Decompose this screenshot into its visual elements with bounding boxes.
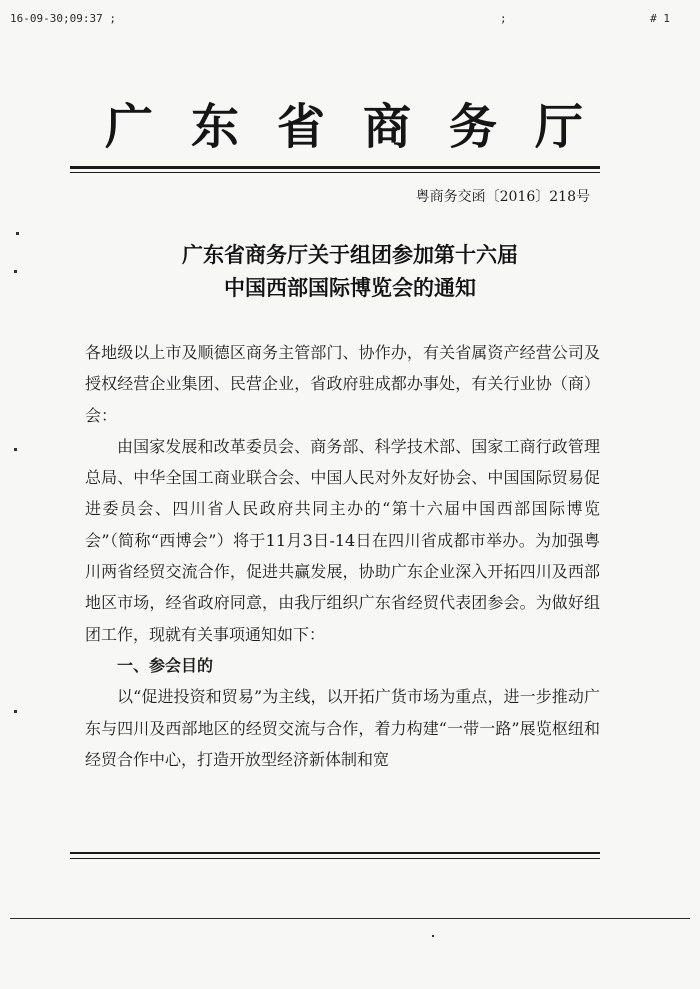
paragraph-2: 以“促进投资和贸易”为主线，以开拓广货市场为重点，进一步推动广东与四川及西部地区的经贸交流与合作，着力构建“一带一路”展览枢纽和经贸合作中心，打造开放型经济新体制和宽 (85, 687, 600, 769)
fax-mark: ; (500, 12, 507, 25)
addressee: 各地级以上市及顺德区商务主管部门、协作办，有关省属资产经营公司及授权经营企业集团、民营企业，省政府驻成都办事处，有关行业协（商）会： (85, 343, 600, 425)
fax-timestamp: 16-09-30;09:37 ; (10, 12, 116, 25)
letterhead-rule-thin (70, 172, 600, 173)
letterhead: 广东省商务厅 (105, 99, 622, 155)
fax-page-number: # 1 (650, 12, 670, 25)
scan-speck (16, 232, 19, 235)
title-line-2: 中国西部国际博览会的通知 (224, 275, 476, 300)
footer-rule-thick (70, 852, 600, 854)
document-number: 粤商务交函〔2016〕218号 (415, 189, 590, 205)
footer-rule-thin (70, 858, 600, 859)
title-line-1: 广东省商务厅关于组团参加第十六届 (182, 242, 518, 267)
fax-header (10, 12, 670, 26)
letterhead-rule-thick (70, 166, 600, 169)
scan-speck (14, 448, 17, 451)
paragraph-1: 由国家发展和改革委员会、商务部、科学技术部、国家工商行政管理总局、中华全国工商业联合会、中国人民对外友好协会、中国国际贸易促进委员会、四川省人民政府共同主办的“第十六届中国西部国际博览会”（简称“西博会”）将于11月3日-14日在四川省成都市举办。为加强粤川两省经贸交流合作，促进共赢发展，协助广东企业深入开拓四川及西部地区市场，经省政府同意，由我厅组织广东省经贸代表团参会。为做好组团工作，现就有关事项通知如下： (85, 436, 600, 644)
scan-speck (14, 270, 17, 273)
scan-speck (432, 935, 434, 937)
document-body (85, 337, 600, 775)
page-footer-rule (10, 918, 690, 919)
scan-speck (14, 710, 17, 713)
document-title (0, 238, 700, 304)
section-1-heading: 一、参会目的 (117, 655, 214, 675)
